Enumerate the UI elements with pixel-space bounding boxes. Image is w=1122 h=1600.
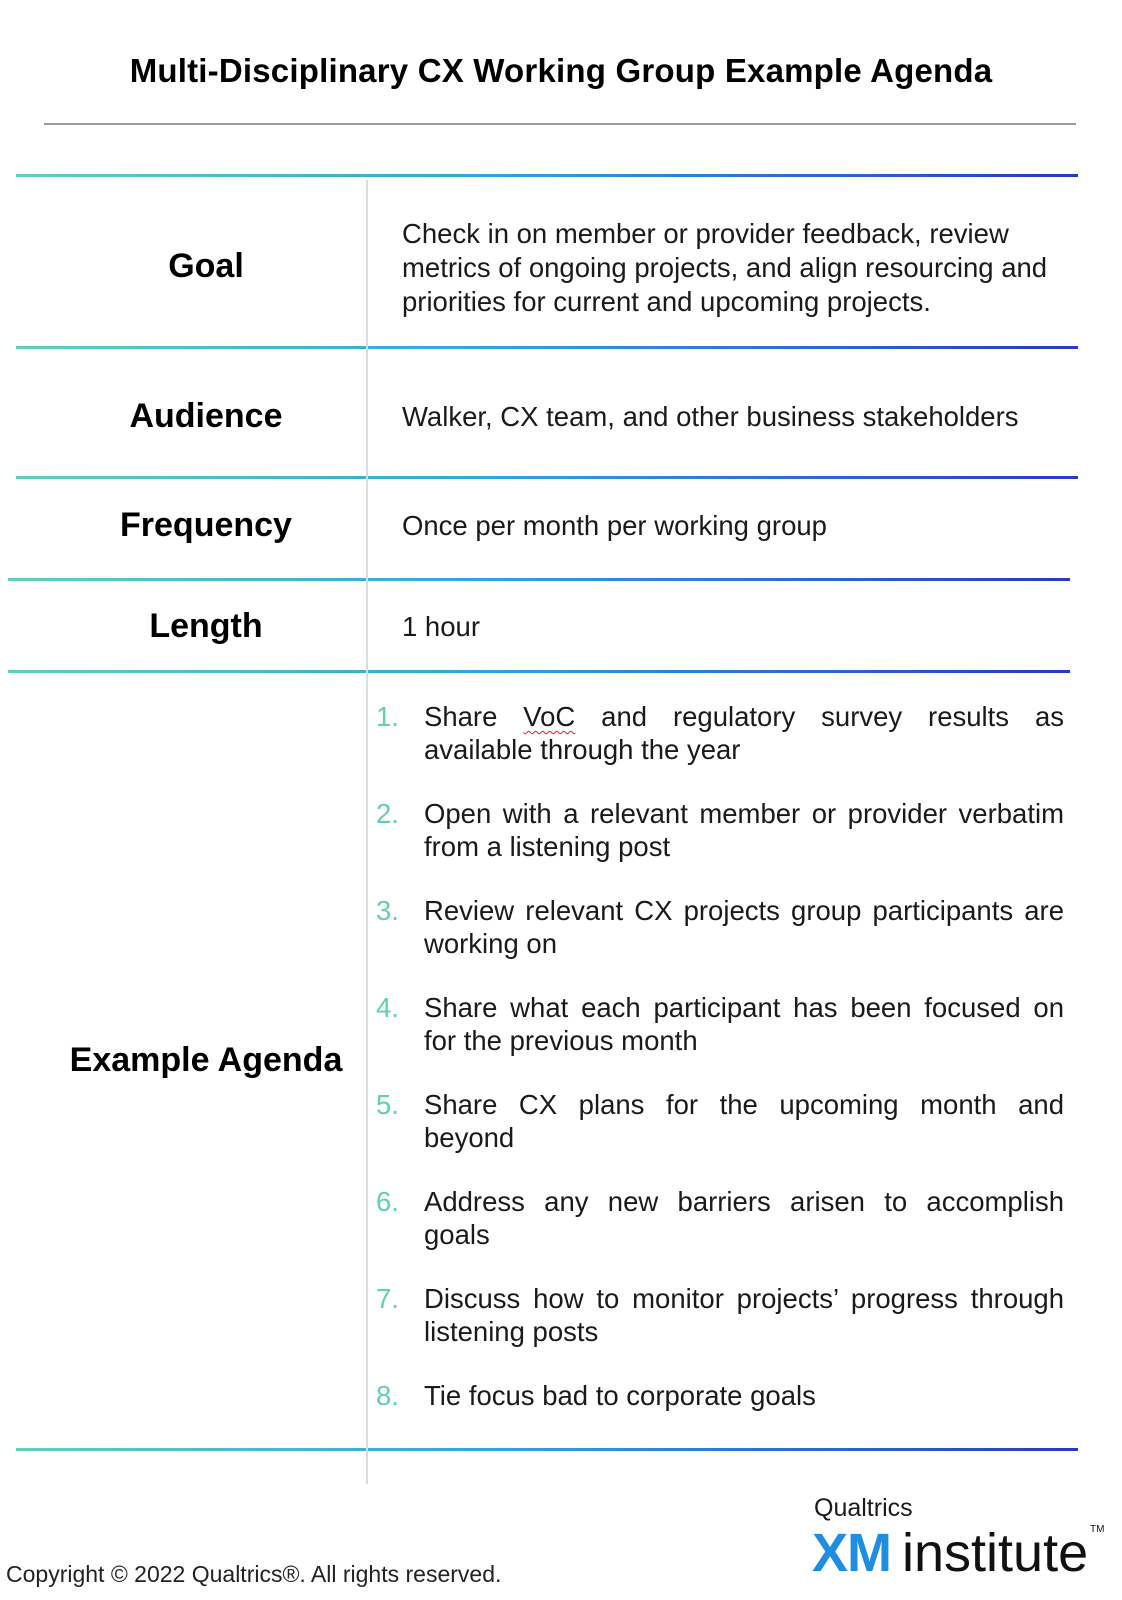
row-value-goal: Check in on member or provider feedback, review metrics of ongoing projects, and align resourcing and priorities for current and upcoming projects.	[402, 218, 1048, 317]
row-divider	[8, 578, 1070, 581]
table-top-rule	[16, 174, 1078, 177]
agenda-item	[376, 1282, 1066, 1379]
agenda-text: Address any new barriers arisen to accomplish goals	[424, 1186, 1064, 1250]
agenda-number: 6.	[376, 1186, 399, 1217]
row-value-length: 1 hour	[402, 611, 480, 642]
row-label-goal: Goal	[168, 247, 244, 285]
page-title: Multi-Disciplinary CX Working Group Example Agenda	[129, 52, 993, 89]
agenda-text: Open with a relevant member or provider verbatim from a listening post	[424, 798, 1064, 862]
agenda-text: Review relevant CX projects group participants are working on	[424, 895, 1064, 959]
logo-qualtrics-text: Qualtrics	[814, 1494, 913, 1522]
copyright-notice: Copyright © 2022 Qualtrics®. All rights reserved.	[6, 1561, 502, 1587]
row-divider	[8, 670, 1070, 673]
agenda-number: 4.	[376, 992, 399, 1023]
agenda-item	[376, 1088, 1066, 1185]
agenda-number: 7.	[376, 1283, 399, 1314]
agenda-text: Discuss how to monitor projects’ progress through listening posts	[424, 1283, 1064, 1347]
agenda-item	[376, 700, 1066, 797]
row-label-length: Length	[149, 607, 263, 645]
xm-institute-logo	[812, 1494, 1112, 1594]
row-label-example-agenda: Example Agenda	[69, 1041, 343, 1079]
agenda-text: Tie focus bad to corporate goals	[424, 1380, 816, 1411]
agenda-item	[376, 894, 1066, 991]
agenda-number: 2.	[376, 798, 399, 829]
logo-institute-text: institute	[902, 1523, 1089, 1583]
spellcheck-underlined-word: VoC	[523, 701, 576, 732]
agenda-number: 1.	[376, 701, 399, 732]
column-divider	[366, 180, 368, 1484]
agenda-text: Share VoC and regulatory survey results as available through the year	[424, 701, 1064, 765]
row-label-frequency: Frequency	[120, 506, 292, 544]
agenda-item	[376, 991, 1066, 1088]
agenda-number: 5.	[376, 1089, 399, 1120]
agenda-number: 3.	[376, 895, 399, 926]
logo-xm-text: XM	[812, 1523, 891, 1583]
agenda-text: Share what each participant has been focused on for the previous month	[424, 992, 1064, 1056]
agenda-item	[376, 1185, 1066, 1282]
agenda-item	[376, 1379, 1066, 1476]
agenda-text: Share CX plans for the upcoming month and beyond	[424, 1089, 1064, 1153]
row-value-frequency: Once per month per working group	[402, 510, 827, 541]
row-label-audience: Audience	[129, 397, 283, 435]
title-divider	[44, 123, 1076, 125]
row-value-audience: Walker, CX team, and other business stakeholders	[402, 401, 1019, 432]
row-divider	[16, 476, 1078, 479]
logo-trademark: TM	[1090, 1524, 1105, 1535]
agenda-item	[376, 797, 1066, 894]
row-divider	[16, 346, 1078, 349]
agenda-list	[376, 700, 1066, 1476]
agenda-number: 8.	[376, 1380, 399, 1411]
